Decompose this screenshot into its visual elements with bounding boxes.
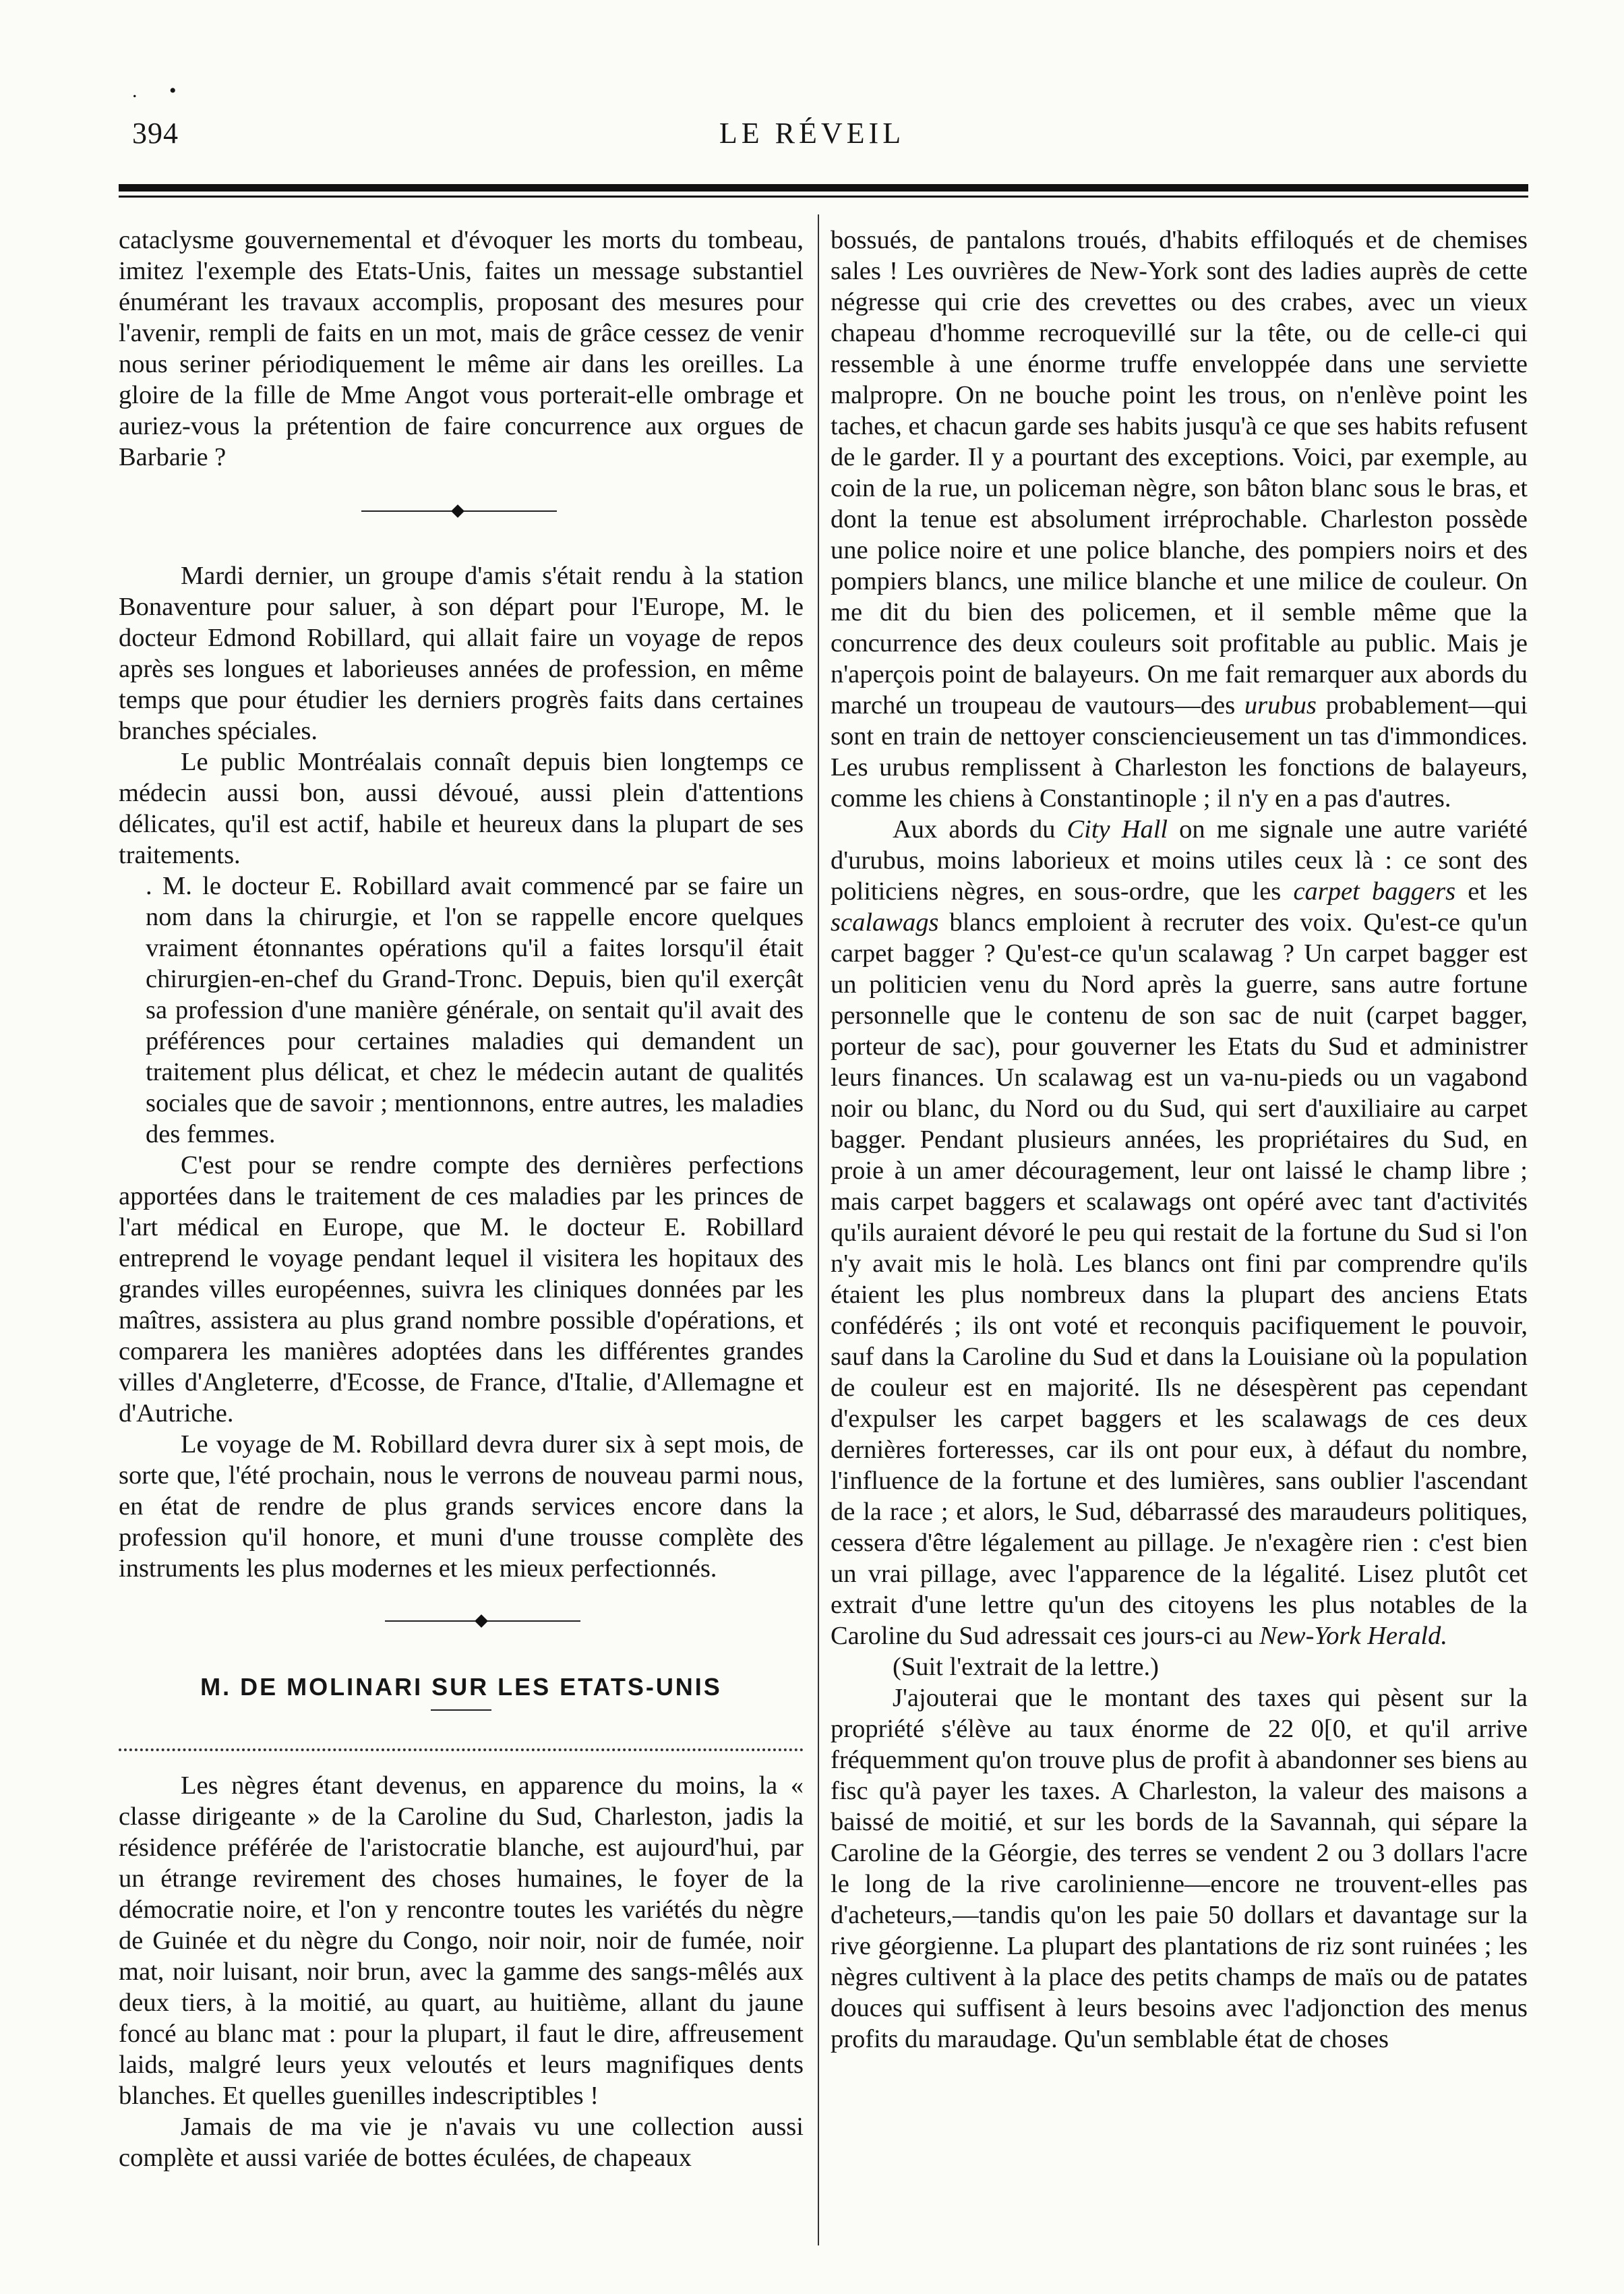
paragraph: Mardi dernier, un groupe d'amis s'était rendu à la station Bonaventure pour saluer, à son départ pour l'Europe, M. le docteur Edmond Robillard, qui allait faire un voyage de repos après ses longues et laborieuses années de profession, en même temps que pour étudier les derniers progrès faits dans certaines branches spéciales. — [119, 562, 804, 745]
right-column — [831, 225, 1528, 2055]
section-ornament — [119, 1599, 804, 1646]
paragraph: (Suit l'extrait de la lettre.) — [893, 1653, 1160, 1681]
running-head-title: LE RÉVEIL — [719, 117, 905, 150]
column-divider — [818, 214, 819, 2245]
section-ornament — [119, 488, 804, 535]
page-number: 394 — [132, 117, 179, 150]
italic-term: New-York Herald. — [1259, 1622, 1447, 1650]
section-title: M. DE MOLINARI SUR LES ETATS-UNIS — [200, 1673, 722, 1701]
paragraph: Les nègres étant devenus, en apparence du moins, la « classe dirigeante » de la Caroline du Sud, Charleston, jadis la résidence préférée de l'aristocratie blanche, est aujourd'hui, par un étrange revirement des choses humaines, le foyer de la démocratie noire, et l'on y rencontre toutes les variétés du nègre de Guinée et du nègre du Congo, noir noir, noir de fumée, noir mat, noir luisant, noir brun, avec la gamme des sangs-mêlés aux deux tiers, à la moitié, au quart, au huitième, allant du jaune foncé au blanc mat : pour la plupart, il faut le dire, affreusement laids, malgré leurs yeux veloutés et leurs magnifiques dents blanches. Et quelles guenilles indescriptibles ! — [119, 1771, 804, 2110]
paragraph: Le public Montréalais connaît depuis bien longtemps ce médecin aussi bon, aussi dévoué, aussi plein d'attentions délicates, qu'il est actif, habile et heureux dans la plupart de ses traitements. — [119, 748, 804, 869]
italic-term: urubus — [1244, 691, 1317, 719]
paragraph — [831, 225, 1528, 814]
paragraph: Le voyage de M. Robillard devra durer six à sept mois, de sorte que, l'été prochain, nous le verrons de nouveau parmi nous, en état de rendre de plus grands services encore dans la profession qu'il honore, et muni d'une trousse complète des instruments les plus modernes et les mieux perfectionnés. — [119, 1430, 804, 1583]
title-rule — [431, 1709, 491, 1711]
text-run: Aux abords du — [893, 815, 1067, 844]
text-run: bossués, de pantalons troués, d'habits effiloqués et de chemises sales ! Les ouvrières de New-York sont des ladies auprès de cette négresse qui crie des crevettes ou des crabes, avec un vieux chapeau d'homme recroquevillé sur la tête, ou de celle-ci qui ressemble à une énorme truffe enveloppée dans une serviette malpropre. On ne bouche point les trous, on n'enlève point les taches, et chacun garde ses habits jusqu'à ce que ses habits refusent de le garder. Il y a pourtant des exceptions. Voici, par exemple, au coin de la rue, un policeman nègre, son bâton blanc sous le bras, et dont la tenue est absolument irréprochable. Charleston possède une police noire et une police blanche, des pompiers noirs et des pompiers blancs, une milice blanche et une milice de couleur. On me dit du bien des policemen, et il semble même que la concurrence des deux couleurs soit profitable au public. Mais je n'aperçois point de balayeurs. On me fait remarquer aux abords du marché un troupeau de vautours—des — [831, 226, 1528, 719]
text-run: et les — [1455, 877, 1528, 906]
italic-term: City Hall — [1066, 815, 1168, 844]
text-run: blancs emploient à recruter des voix. Qu'est-ce qu'un carpet bagger ? Qu'est-ce qu'un scalawag ? Un carpet bagger est un politicien venu du Nord après la guerre, sans autre fortune personnelle que le contenu de son sac de nuit (carpet bagger, porteur de sac), pour gouverner les Etats du Sud et administrer leurs finances. Un scalawag est un va-nu-pieds ou un vagabond noir ou blanc, du Nord ou du Sud, qui sert d'auxiliaire au carpet bagger. Pendant plusieurs années, les propriétaires du Sud, en proie à un amer découragement, leur ont laissé le champ libre ; mais carpet baggers et scalawags ont opéré avec tant d'activités qu'ils auraient dévoré le peu qui restait de la fortune du Sud si l'on n'y avait mis le holà. Les blancs ont fini par comprendre qu'ils étaient les plus nombreux dans la plupart des anciens Etats confédérés ; ils ont voté et reconquis pacifiquement le pouvoir, sauf dans la Caroline du Sud et dans la Louisiane où la population de couleur est en majorité. Ils ne désespèrent pas cependant d'expulser les carpet baggers et les scalawags de ces deux dernières forteresses, car ils ont pour eux, à défaut du nombre, l'influence de la fortune et des lumières, sans oublier l'ascendant de la race ; et alors, le Sud, débarrassé des maraudeurs politiques, cessera d'être légalement au pillage. Je n'exagère rien : c'est bien un vrai pillage, avec l'apparence de la légalité. Lisez plutôt cet extrait d'une lettre qu'un des citoyens les plus notables de la Caroline du Sud adressait ces jours-ci au — [831, 908, 1528, 1650]
stray-marks: . • — [132, 80, 190, 102]
header-rule-thin — [119, 196, 1528, 198]
left-column — [119, 225, 804, 2173]
paragraph — [831, 814, 1528, 1651]
dotted-separator — [119, 1748, 804, 1751]
paragraph: cataclysme gouvernemental et d'évoquer les morts du tombeau, imitez l'exemple des Etats-Unis, faites un message substantiel énumérant les travaux accomplis, proposant des mesures pour l'avenir, rempli de faits en un mot, mais de grâce cessez de venir nous seriner périodiquement le même air dans les oreilles. La gloire de la fille de Mme Angot vous porterait-elle ombrage et auriez-vous la prétention de faire concurrence aux orgues de Barbarie ? — [119, 226, 804, 471]
text-run: on me signale une autre variété d'urubus, moins laborieux et moins utiles ceux là : ce sont des politiciens nègres, en sous-ordre, que les — [831, 815, 1528, 906]
text-run: probablement—qui sont en train de nettoyer consciencieusement un tas d'immondices. Les urubus remplissent à Charleston les fonctions de balayeurs, comme les chiens à Constantinople ; il n'y en a pas d'autres. — [831, 691, 1528, 813]
italic-term: carpet baggers — [1293, 877, 1456, 906]
paragraph: . M. le docteur E. Robillard avait commencé par se faire un nom dans la chirurgie, et l'on se rappelle encore quelques vraiment étonnantes opérations qu'il a faites lorsqu'il était chirurgien-en-chef du Grand-Tronc. Depuis, bien qu'il exerçât sa profession d'une manière générale, on sentait qu'il avait des préférences pour certaines maladies qui demandent un traitement plus délicat, et chez le médecin autant de qualités sociales que de savoir ; mentionnons, entre autres, les maladies des femmes. — [146, 872, 804, 1148]
paragraph: C'est pour se rendre compte des dernières perfections apportées dans le traitement de ces maladies par les princes de l'art médical en Europe, que M. le docteur E. Robillard entreprend le voyage pendant lequel il visitera les hopitaux des grandes villes européennes, suivra les cliniques données par les maîtres, assistera au plus grand nombre possible d'opérations, et comparera les manières adoptées dans les différentes grandes villes d'Angleterre, d'Ecosse, de France, d'Italie, d'Allemagne et d'Autriche. — [119, 1151, 804, 1428]
italic-term: scalawags — [831, 908, 939, 937]
paragraph: Jamais de ma vie je n'avais vu une collection aussi complète et aussi variée de bottes éculées, de chapeaux — [119, 2113, 804, 2172]
paragraph: J'ajouterai que le montant des taxes qui pèsent sur la propriété s'élève au taux énorme de 22 0[0, et qu'il arrive fréquemment qu'on trouve plus de profit à abandonner ses biens au fisc qu'à payer les taxes. A Charleston, la valeur des maisons a baissé de moitié, et sur les bords de la Savannah, qui sépare la Caroline de la Géorgie, des terres se vendent 2 ou 3 dollars l'acre le long de la rive carolinienne—encore ne trouvent-elles pas d'acheteurs,—tandis qu'on les paie 50 dollars et davantage sur la rive géorgienne. La plupart des plantations de riz sont ruinées ; les nègres cultivent à la place des petits champs de maïs ou de patates douces qui suffisent à leurs besoins avec l'adjonction des menus profits du maraudage. Qu'un semblable état de choses — [831, 1684, 1528, 2053]
header-rule-thick — [119, 184, 1528, 192]
